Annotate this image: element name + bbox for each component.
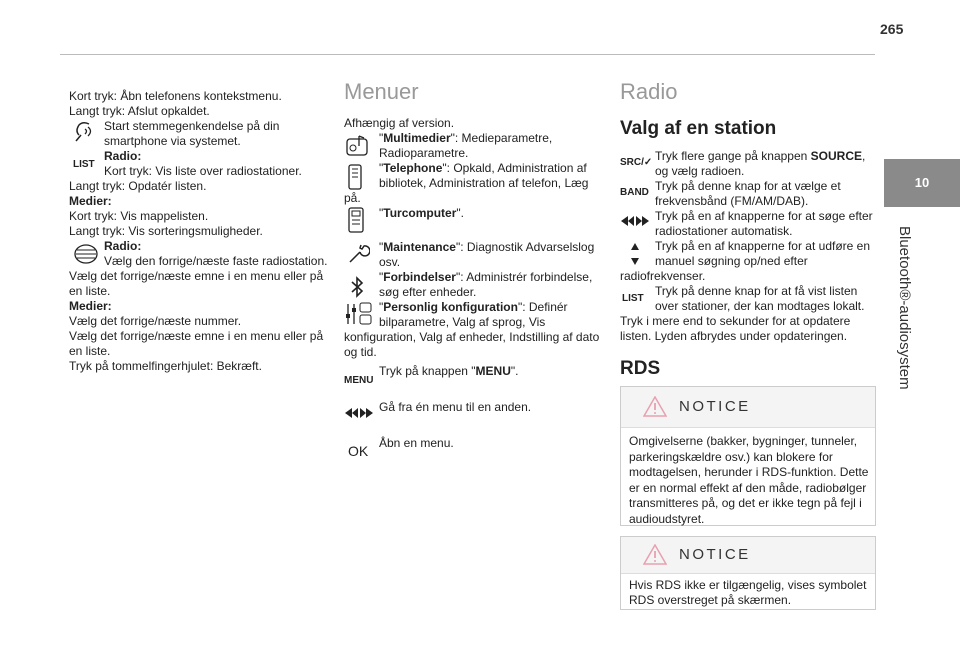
up-down-arrows-icon bbox=[630, 241, 640, 267]
rds-heading: RDS bbox=[620, 358, 661, 379]
page-number: 265 bbox=[880, 21, 904, 37]
warning-triangle-icon bbox=[643, 544, 667, 565]
column-2: Menuer Afhængig af version. "Multimedier": Medieparametre, Radioparametre. "Telephone": Opkald, Administration af bibliotek, Administration af telefon, Læg på. "Turcomputer". "Maintenance": Diagnostik Advarselslog osv. "Forbindelser": Administrér forbindelse, søg efter enheder. "Personlig konfiguration": Definér bilparametre, Valg af sprog, Vis konfiguration, Valg af enheder, Indstilling af dato og tid. MENU Tryk på knappen "MENU". Gå fra én menu til en anden. OK Åbn en menu. bbox=[344, 84, 604, 466]
chapter-title-vertical bbox=[882, 226, 922, 406]
voice-command-icon bbox=[73, 121, 97, 143]
bluetooth-icon bbox=[350, 276, 364, 298]
seek-arrows-icon bbox=[620, 215, 650, 227]
menu-icon: MENU bbox=[344, 375, 374, 386]
multimedia-icon bbox=[344, 133, 370, 159]
notice-box-2: NOTICE Hvis RDS ikke er tilgængelig, vises symbolet RDS overstreget på skærmen. bbox=[620, 536, 876, 610]
personal-config-icon bbox=[344, 300, 374, 328]
preset-scroll-icon bbox=[73, 243, 99, 265]
maintenance-wrench-icon bbox=[346, 242, 370, 266]
menus-heading: Menuer bbox=[344, 79, 419, 104]
column-1: Kort tryk: Åbn telefonens kontekstmenu. Langt tryk: Afslut opkaldet. Start stemmegenkendelse på din smartphone via systemet. LIST Radio: Kort tryk: Vis liste over radiostationer. Langt tryk: Opdatér listen. Medier: Kort tryk: Vis mappelisten. Langt tryk: Vis sorteringsmuligheder. Radio: Vælg den forrige/næste faste radiostation. Vælg det forrige/næste emne i en menu eller på en liste. Medier: Vælg det forrige/næste nummer. Vælg det forrige/næste emne i en menu eller på en liste. Tryk på tommelfingerhjulet: Bekræft. bbox=[69, 89, 328, 373]
station-heading: Valg af en station bbox=[620, 118, 777, 139]
chapter-title: Bluetooth®-audiosystem bbox=[896, 226, 913, 390]
radio-heading: Radio bbox=[620, 79, 678, 104]
header-divider bbox=[60, 54, 875, 55]
trip-computer-icon bbox=[346, 206, 366, 234]
warning-triangle-icon bbox=[643, 396, 667, 417]
ok-icon: OK bbox=[348, 443, 369, 459]
telephone-icon bbox=[346, 163, 364, 191]
notice-title: NOTICE bbox=[679, 398, 751, 415]
chapter-number-tab: 10 bbox=[884, 159, 960, 207]
band-icon: BAND bbox=[620, 187, 649, 198]
list-icon: LIST bbox=[622, 293, 644, 304]
list-icon: LIST bbox=[73, 159, 95, 170]
notice-box-1: NOTICE Omgivelserne (bakker, bygninger, tunneler, parkeringskældre osv.) kan blokere for modtagelsen, herunder i RDS-funktion. Dette er en normal effekt af den måde, radiobølger transmitteres på, og det er ikke tegn på fejl i audioudstyret. bbox=[620, 386, 876, 526]
source-icon: SRC/✓ bbox=[620, 157, 653, 168]
column-3: Radio Valg af en station SRC/✓ Tryk flere gange på knappen SOURCE, og vælg radioen. BAND Tryk på denne knap for at vælge et frekvensbånd (FM/AM/DAB). Tryk på en af knapperne for at søge efter radiostationer automatisk. Tryk på en af knapperne for at udføre en manuel søgning op/ned efter radiofrekvenser. LIST Tryk på denne knap for at få vist listen over stationer, der kan modtages lokalt. Tryk i mere end to sekunder for at opdatere listen. Lyden afbrydes under opdateringen. RDS bbox=[620, 84, 876, 389]
left-right-arrows-icon bbox=[344, 406, 374, 420]
notice-title: NOTICE bbox=[679, 546, 751, 563]
